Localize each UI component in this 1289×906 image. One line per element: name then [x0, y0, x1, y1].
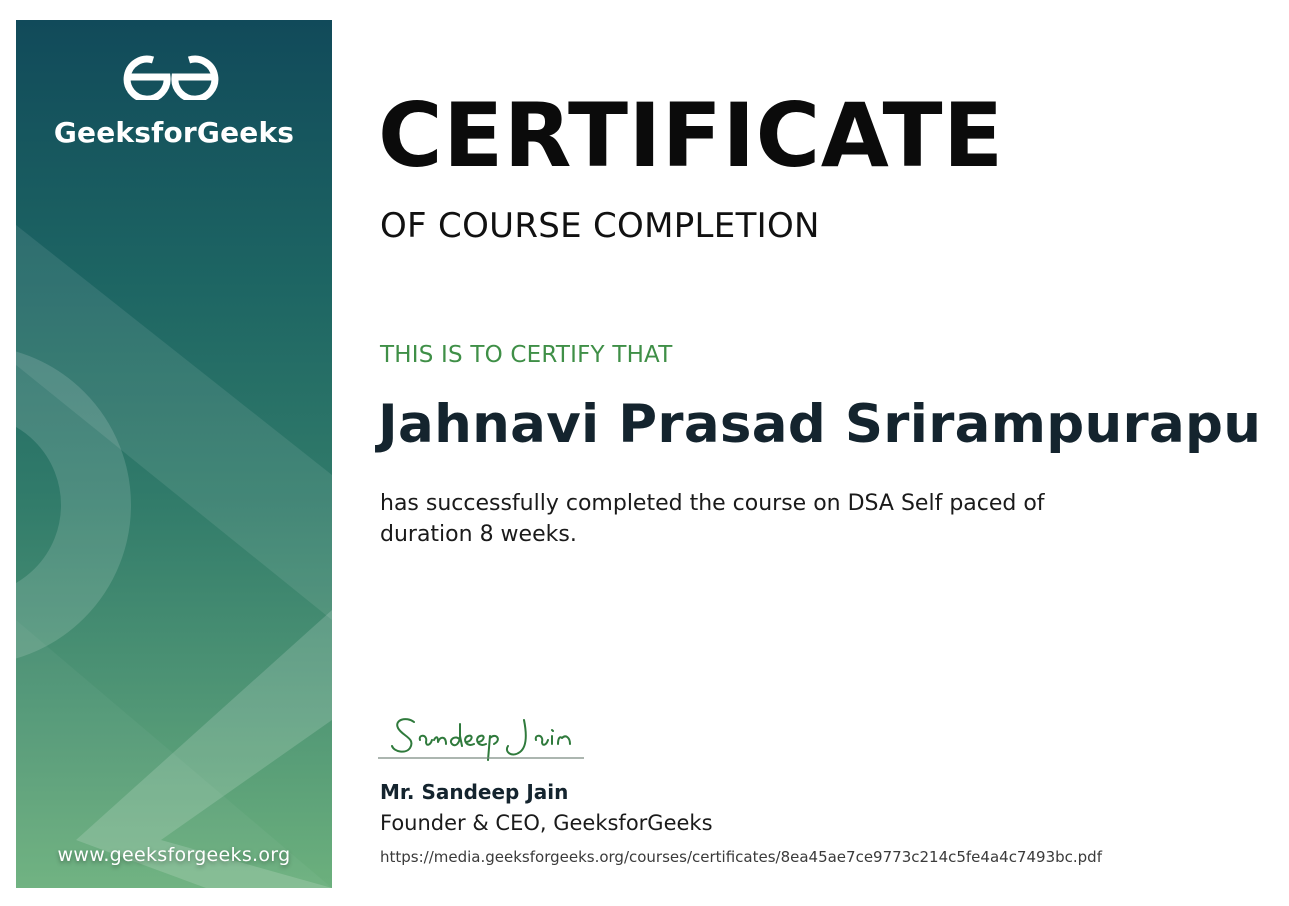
certificate-verification-url[interactable]: https://media.geeksforgeeks.org/courses/certificates/8ea45ae7ce9773c214c5fe4a4c7493bc.pdf: [380, 848, 1102, 866]
signer-name: Mr. Sandeep Jain: [380, 780, 569, 804]
recipient-name: Jahnavi Prasad Srirampurapu: [378, 394, 1262, 455]
course-description: [380, 488, 1120, 550]
certify-statement: THIS IS TO CERTIFY THAT: [380, 342, 673, 368]
signer-title: Founder & CEO, GeeksforGeeks: [380, 811, 713, 835]
side-banner: [16, 20, 332, 888]
geeksforgeeks-logo-icon: [123, 52, 219, 100]
banner-decoration: [16, 20, 332, 888]
handwritten-signature: [376, 706, 586, 762]
certificate-subtitle: OF COURSE COMPLETION: [380, 206, 820, 246]
certificate-title: CERTIFICATE: [378, 84, 1004, 187]
website-url: www.geeksforgeeks.org: [57, 844, 291, 866]
course-description-line-1: has successfully completed the course on DSA Self paced of: [380, 491, 1045, 516]
logo-wordmark: GeeksforGeeks: [53, 116, 295, 149]
course-description-line-2: duration 8 weeks.: [380, 522, 577, 547]
